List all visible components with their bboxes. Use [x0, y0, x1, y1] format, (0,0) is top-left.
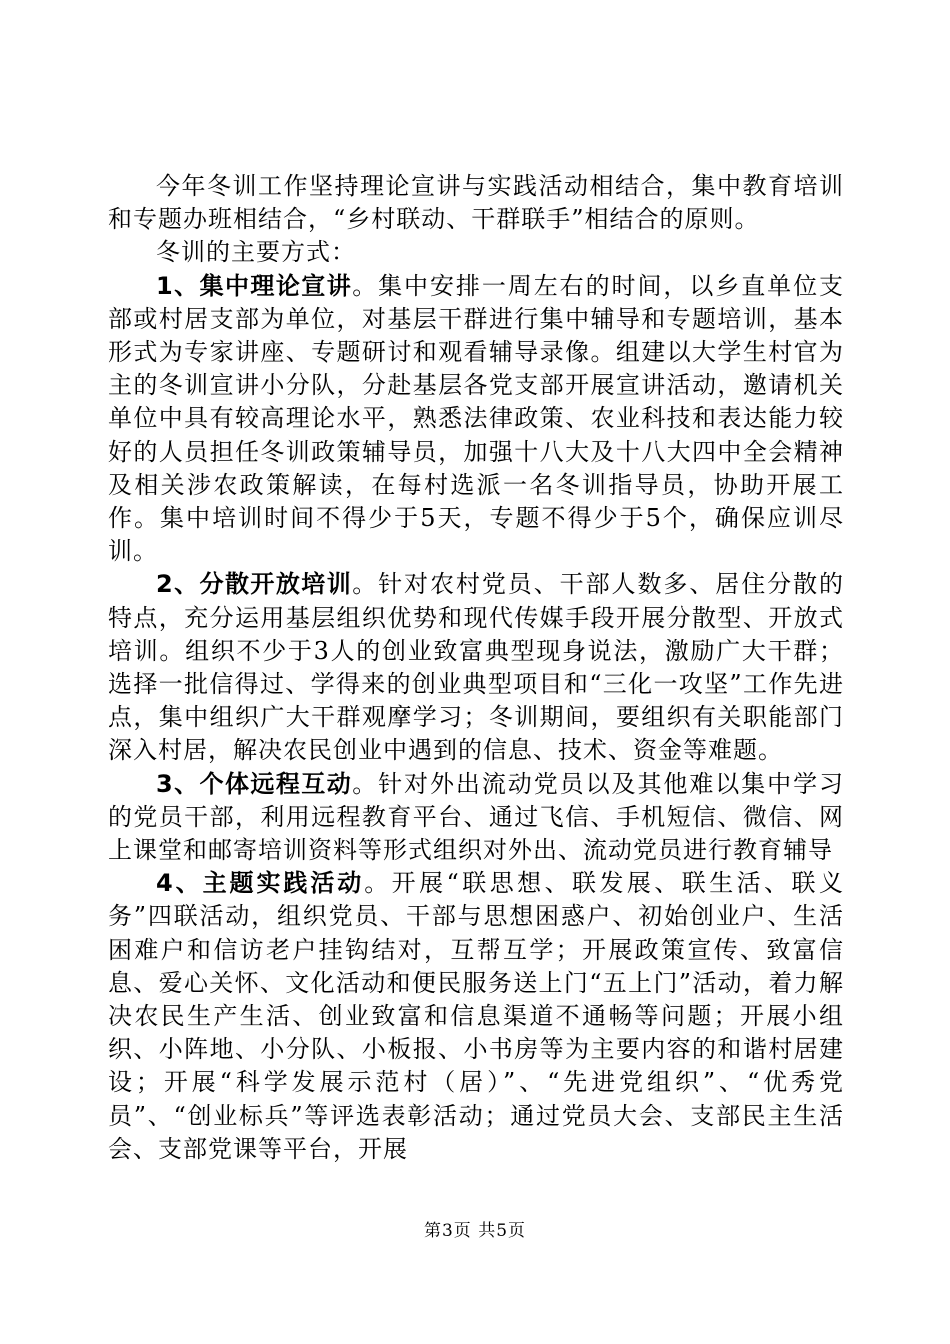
paragraph-text: 。针对外出流动党员以及其他难以集中学习的党员干部，利用远程教育平台、通过飞信、手机短信、微信、网上课堂和邮寄培训资料等形式组织对外出、流动党员进行教育辅导: [108, 769, 845, 865]
paragraph-methods-intro: [108, 236, 844, 269]
paragraph-text: 冬训的主要方式：: [156, 238, 356, 267]
paragraph-method-3: [108, 768, 844, 868]
document-body: [108, 170, 844, 1166]
section-heading: 1、集中理论宣讲: [156, 271, 353, 300]
paragraph-text: 。集中安排一周左右的时间，以乡直单位支部或村居支部为单位，对基层干群进行集中辅导和专题培训，基本形式为专家讲座、专题研讨和观看辅导录像。组建以大学生村官为主的冬训宣讲小分队，分赴基层各党支部开展宣讲活动，邀请机关单位中具有较高理论水平，熟悉法律政策、农业科技和表达能力较好的人员担任冬训政策辅导员，加强十八大及十八大四中全会精神及相关涉农政策解读，在每村选派一名冬训指导员，协助开展工作。集中培训时间不得少于5天，专题不得少于5个，确保应训尽训。: [108, 271, 845, 566]
paragraph-text: 。开展“联思想、联发展、联生活、联义务”四联活动，组织党员、干部与思想困惑户、初始创业户、生活困难户和信访老户挂钩结对，互帮互学；开展政策宣传、致富信息、爱心关怀、文化活动和便民服务送上门“五上门”活动，着力解决农民生产生活、创业致富和信息渠道不通畅等问题；开展小组织、小阵地、小分队、小板报、小书房等为主要内容的和谐村居建设；开展“科学发展示范村（居）”、“先进党组织”、“优秀党员”、“创业标兵”等评选表彰活动；通过党员大会、支部民主生活会、支部党课等平台，开展: [108, 869, 844, 1163]
paragraph-principle: [108, 170, 844, 236]
paragraph-method-4: [108, 867, 844, 1166]
section-heading: 2、分散开放培训: [156, 570, 353, 599]
section-heading: 4、主题实践活动: [156, 869, 365, 898]
paragraph-method-1: [108, 270, 844, 569]
page-number-footer: 第3页 共5页: [423, 1221, 527, 1241]
paragraph-text: 。针对农村党员、干部人数多、居住分散的特点，充分运用基层组织优势和现代传媒手段开展分散型、开放式培训。组织不少于3人的创业致富典型现身说法，激励广大干群；选择一批信得过、学得来的创业典型项目和“三化一攻坚”工作先进点，集中组织广大干群观摩学习；冬训期间，要组织有关职能部门深入村居，解决农民创业中遇到的信息、技术、资金等难题。: [108, 570, 845, 765]
section-heading: 3、个体远程互动: [156, 769, 353, 798]
paragraph-method-2: [108, 568, 844, 767]
paragraph-text: 今年冬训工作坚持理论宣讲与实践活动相结合，集中教育培训和专题办班相结合，“乡村联动、干群联手”相结合的原则。: [108, 172, 844, 234]
